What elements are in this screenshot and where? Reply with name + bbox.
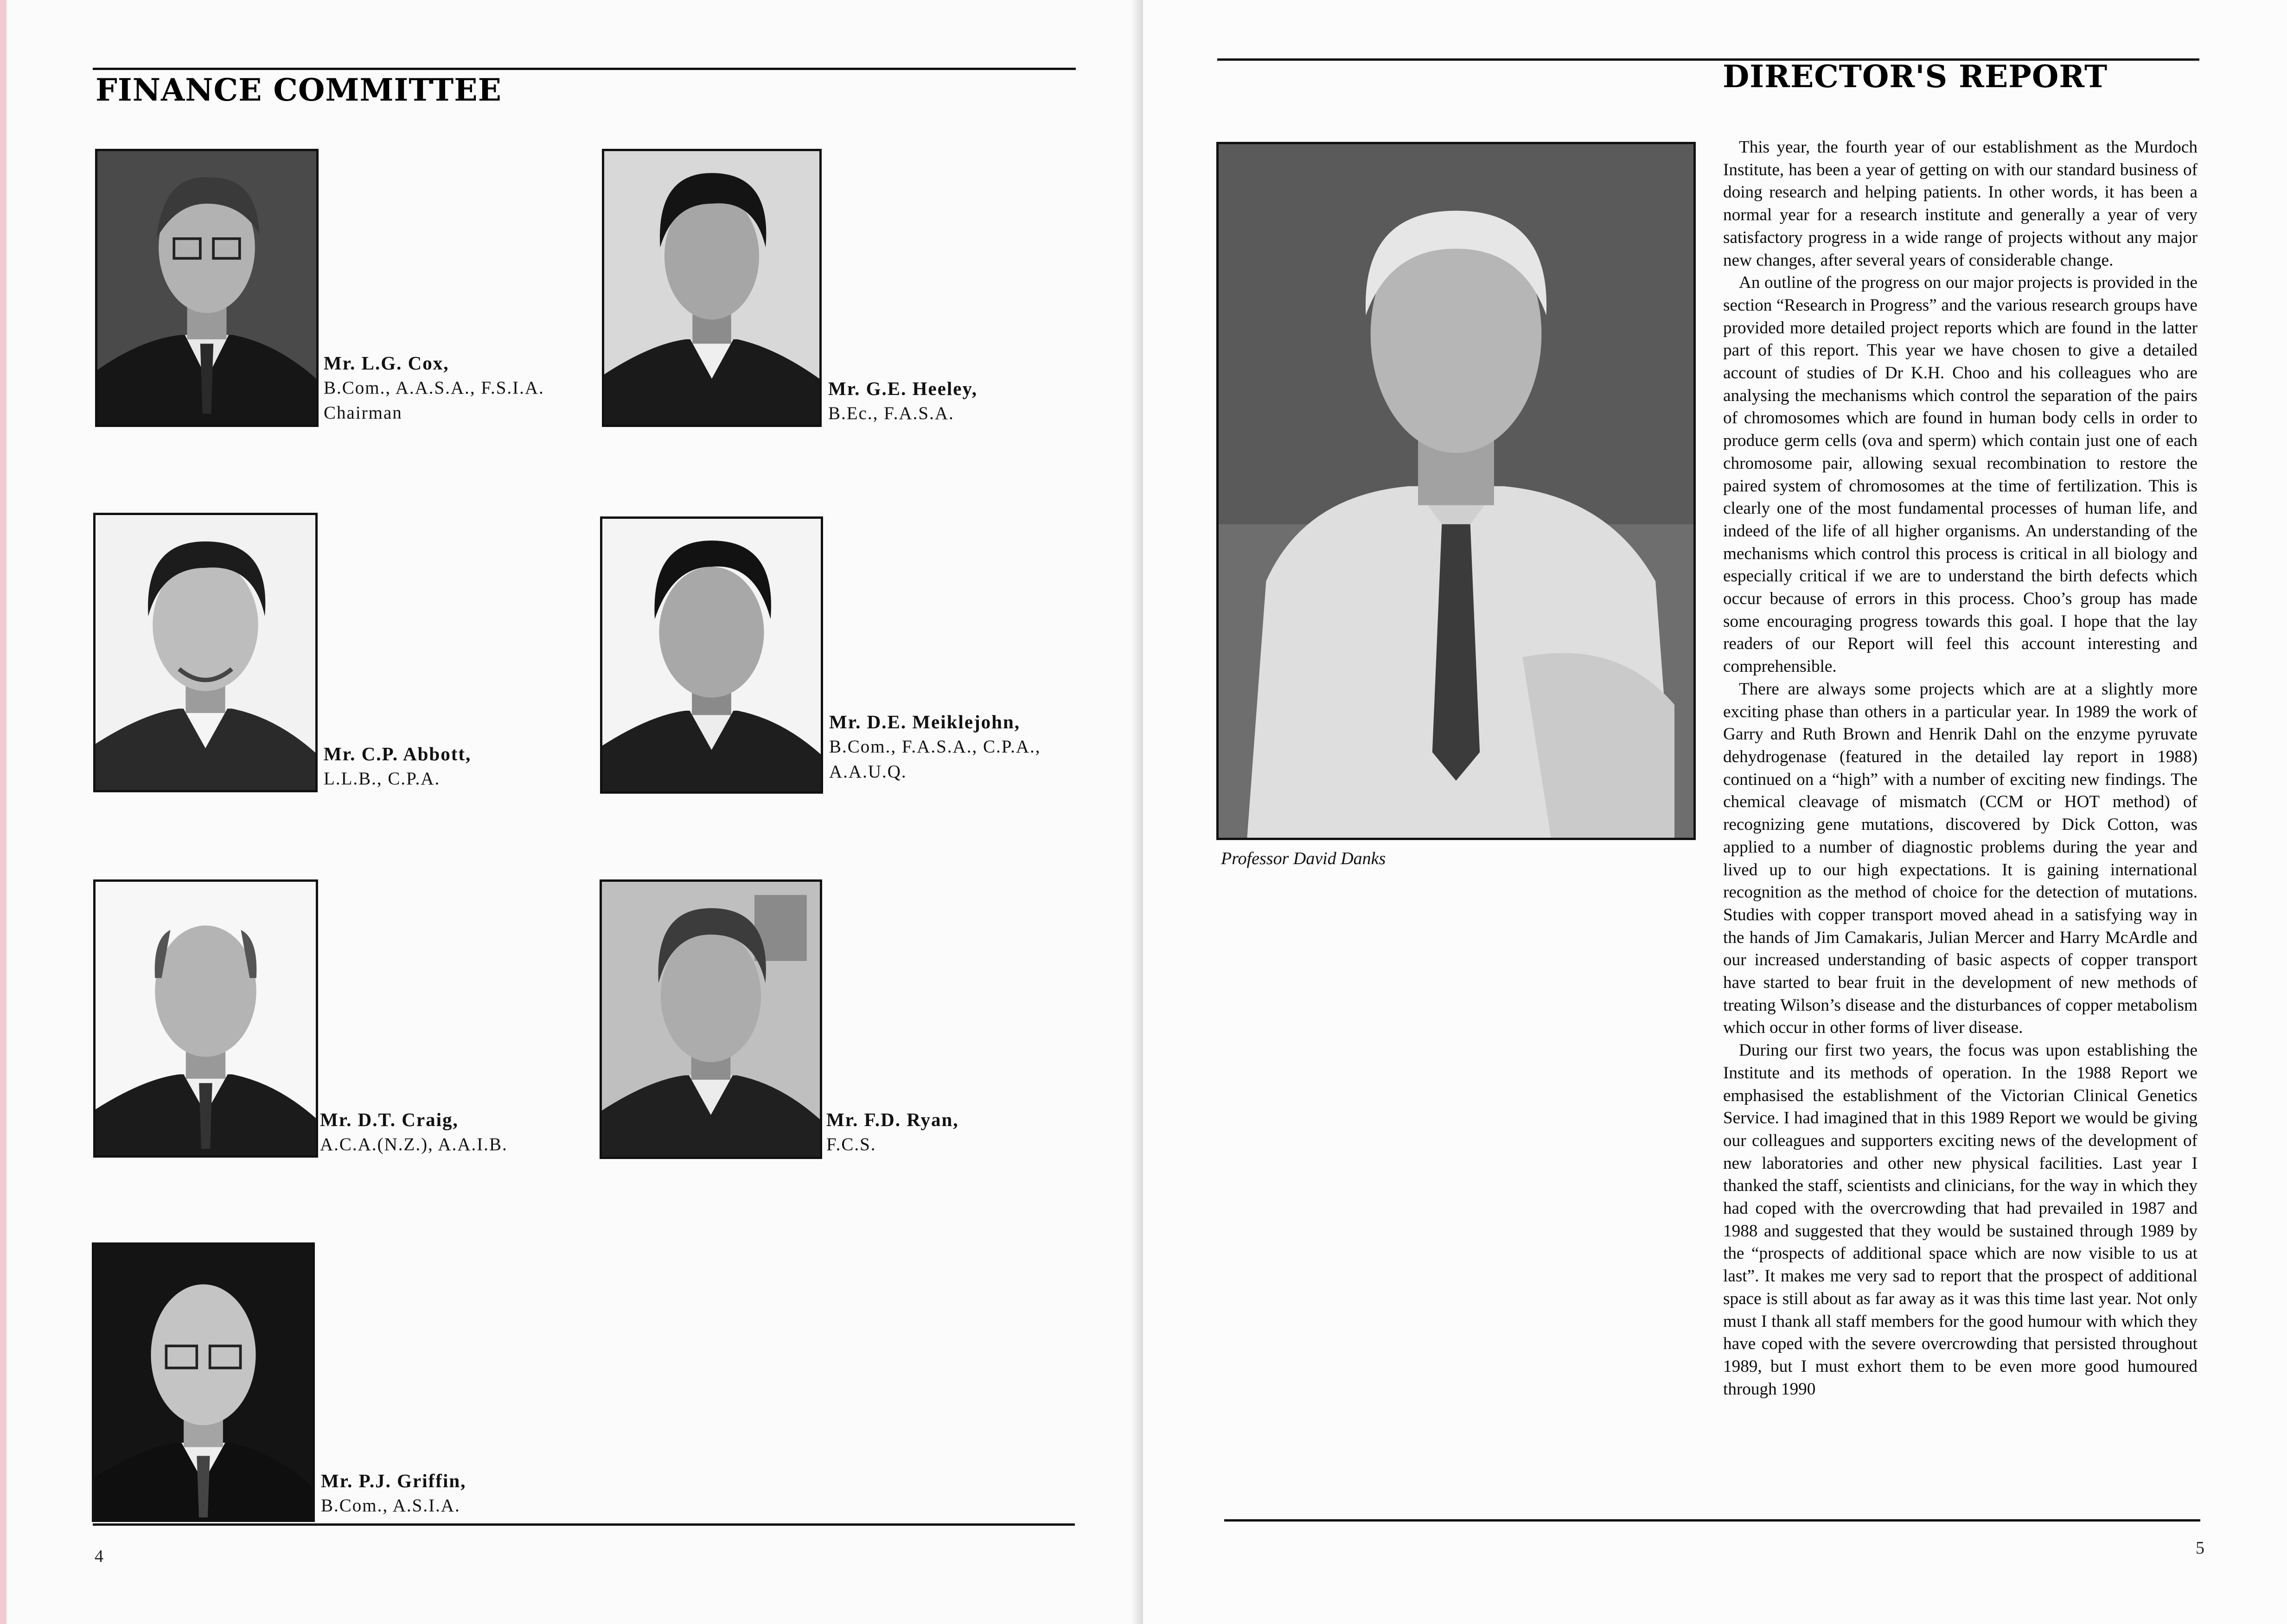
member-qualifications-continued: A.A.U.Q. (829, 762, 907, 782)
report-paragraph: There are always some projects which are at a slightly more exciting phase than others in a particular year. In 1989 the work of Garry and Ruth Brown and Henrik Dahl on the enzyme pyruvate dehydrogenase (featured in the detailed lay report in 1988) continued on a “high” with a number of exciting new findings. The chemical cleavage of mismatch (CCM or HOT method) of recognizing gene mutations, discovered by Dick Cotton, was applied to a number of diagnostic problems during the year and lived up to our high expectations. It is gaining international recognition as the method of choice for the detection of mutations. Studies with copper transport moved ahead in a satisfying way in the hands of Jim Camakaris, Julian Mercer and Harry McArdle and our increased understanding of basic aspects of copper transport have started to bear fruit in the development of new methods of treating Wilson’s disease and the disturbances of copper metabolism which occur in other forms of liver disease. (1723, 679, 2198, 1038)
bottom-rule (93, 1523, 1075, 1526)
left-page (0, 0, 1143, 1624)
report-body (1723, 136, 2198, 1401)
member-name: Mr. G.E. Heeley, (828, 378, 977, 399)
member-name: Mr. L.G. Cox, (324, 352, 449, 374)
member-name: Mr. C.P. Abbott, (324, 743, 472, 764)
member-name: Mr. P.J. Griffin, (321, 1470, 466, 1491)
page-edge (0, 0, 6, 1624)
bottom-rule (1224, 1519, 2200, 1522)
member-caption (324, 350, 544, 426)
portrait-caption: Professor David Danks (1221, 849, 1386, 868)
member-qualifications: L.L.B., C.P.A. (324, 769, 441, 789)
member-caption (320, 1107, 508, 1157)
director-portrait (1216, 142, 1696, 840)
member-qualifications: F.C.S. (826, 1134, 876, 1154)
member-caption (324, 741, 471, 791)
member-qualifications: A.C.A.(N.Z.), A.A.I.B. (320, 1134, 508, 1154)
member-caption (826, 1107, 959, 1157)
member-name: Mr. D.T. Craig, (320, 1109, 459, 1130)
page-title: FINANCE COMMITTEE (96, 72, 502, 108)
top-rule (93, 68, 1076, 70)
member-qualifications: B.Com., A.S.I.A. (321, 1496, 460, 1516)
member-role: Chairman (324, 403, 402, 423)
member-photo (602, 149, 822, 427)
member-qualifications: B.Com., A.A.S.A., F.S.I.A. (324, 378, 544, 398)
member-qualifications: B.Com., F.A.S.A., C.P.A., (829, 737, 1041, 757)
member-photo (600, 879, 822, 1159)
member-photo (600, 516, 823, 794)
page-number: 5 (2196, 1538, 2204, 1558)
page-number: 4 (95, 1547, 103, 1566)
report-paragraph: An outline of the progress on our major projects is provided in the section “Research in Progress” and the various research groups have provided more detailed project reports which are found in the latter part of this report. This year we have chosen to give a detailed account of studies of Dr K.H. Choo and his colleagues who are analysing the mechanisms which control the separation of the pairs of chromosomes which are found in human body cells in order to produce germ cells (ova and sperm) which contain just one of each chromosome pair, allowing sexual recombination to restore the paired system of chromosomes at the time of fertilization. This is clearly one of the most fundamental processes of human life, and indeed of the life of all higher organisms. An understanding of the mechanisms which control this process is critical in all biology and especially critical if we are to understand the birth defects which occur because of errors in this process. Choo’s group has made some encouraging progress towards this goal. I hope that the lay readers of our Report will feel this account interesting and comprehensible. (1723, 273, 2198, 676)
member-caption (828, 376, 977, 426)
member-photo (93, 513, 318, 792)
member-caption (829, 709, 1041, 784)
page-title: DIRECTOR'S REPORT (1723, 58, 2108, 95)
member-name: Mr. F.D. Ryan, (826, 1109, 959, 1130)
report-paragraph: During our first two years, the focus was upon establishing the Institute and its methods of operation. In the 1988 Report we emphasised the establishment of the Victorian Clinical Genetics Service. I had imagined that in this 1989 Report we would be giving our colleagues and supporters exciting news of the development of new laboratories and other new physical facilities. Last year I thanked the staff, scientists and clinicians, for the way in which they had coped with the overcrowding that had prevailed in 1987 and 1988 and suggested that they would be sustained through 1989 by the “prospects of additional space which are now visible to us at last”. It makes me very sad to report that the prospect of additional space is still about as far away as it was this time last year. Not only must I thank all staff members for the good humour with which they have coped with the severe overcrowding that persisted throughout 1989, but I must exhort them to be even more good humoured through 1990 (1723, 1041, 2198, 1399)
report-paragraph: This year, the fourth year of our establishment as the Murdoch Institute, has been a year of getting on with our standard business of doing research and helping patients. In other words, it has been a normal year for a research institute and generally a year of very satisfactory progress in a wide range of projects without any major new changes, after several years of considerable change. (1723, 138, 2198, 270)
member-name: Mr. D.E. Meiklejohn, (829, 711, 1021, 732)
member-photo (95, 149, 319, 427)
member-caption (321, 1468, 466, 1518)
member-photo (92, 1242, 315, 1522)
member-qualifications: B.Ec., F.A.S.A. (828, 403, 954, 423)
member-photo (93, 879, 318, 1158)
